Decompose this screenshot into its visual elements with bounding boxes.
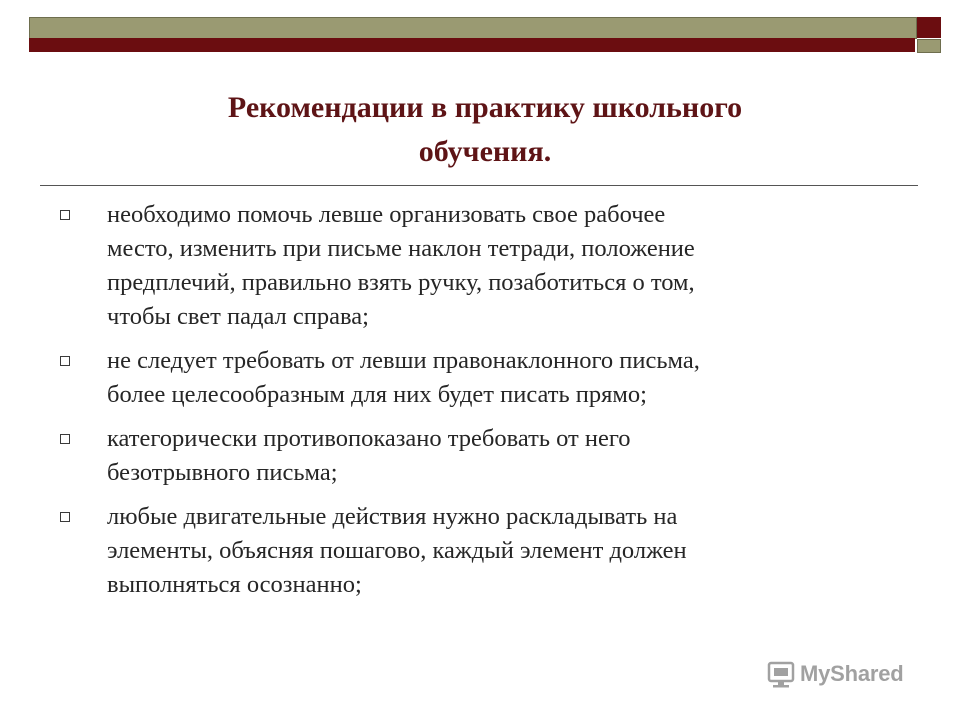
bullet-list xyxy=(60,198,900,612)
header-square-red xyxy=(917,17,941,38)
bullet-text-line: не следует требовать от левши правонаклонного письма, xyxy=(107,347,700,374)
slide-title-line: Рекомендации в практику школьного xyxy=(227,91,743,124)
watermark-text: MyShared xyxy=(800,661,904,686)
header-square-olive xyxy=(917,39,941,53)
bullet-text-line: безотрывного письма; xyxy=(107,459,338,486)
hollow-square-bullet-icon xyxy=(60,356,70,366)
title-divider xyxy=(40,185,918,186)
header-band-olive xyxy=(29,17,917,39)
bullet-item xyxy=(60,422,900,490)
bullet-text-line: элементы, объясняя пошагово, каждый элемент должен xyxy=(107,537,687,564)
bullet-text-line: выполняться осознанно; xyxy=(107,571,362,598)
bullet-text-line: категорически противопоказано требовать от него xyxy=(107,425,631,452)
myshared-logo-icon xyxy=(766,659,796,689)
bullet-text-line: более целесообразным для них будет писать прямо; xyxy=(107,381,647,408)
myshared-watermark[interactable] xyxy=(766,658,904,690)
bullet-text-line: чтобы свет падал справа; xyxy=(107,303,369,330)
hollow-square-bullet-icon xyxy=(60,512,70,522)
bullet-text-line: место, изменить при письме наклон тетради, положение xyxy=(107,235,695,262)
bullet-text-line: необходимо помочь левше организовать свое рабочее xyxy=(107,201,666,228)
slide-title xyxy=(60,86,910,174)
decorative-header-bar xyxy=(0,0,960,60)
hollow-square-bullet-icon xyxy=(60,434,70,444)
slide-title-line: обучения. xyxy=(418,135,552,168)
bullet-item xyxy=(60,198,900,334)
bullet-item xyxy=(60,344,900,412)
bullet-text-line: предплечий, правильно взять ручку, позаботиться о том, xyxy=(107,269,695,296)
hollow-square-bullet-icon xyxy=(60,210,70,220)
bullet-item xyxy=(60,500,900,602)
header-band-red xyxy=(29,38,915,52)
bullet-text-line: любые двигательные действия нужно раскладывать на xyxy=(107,503,678,530)
